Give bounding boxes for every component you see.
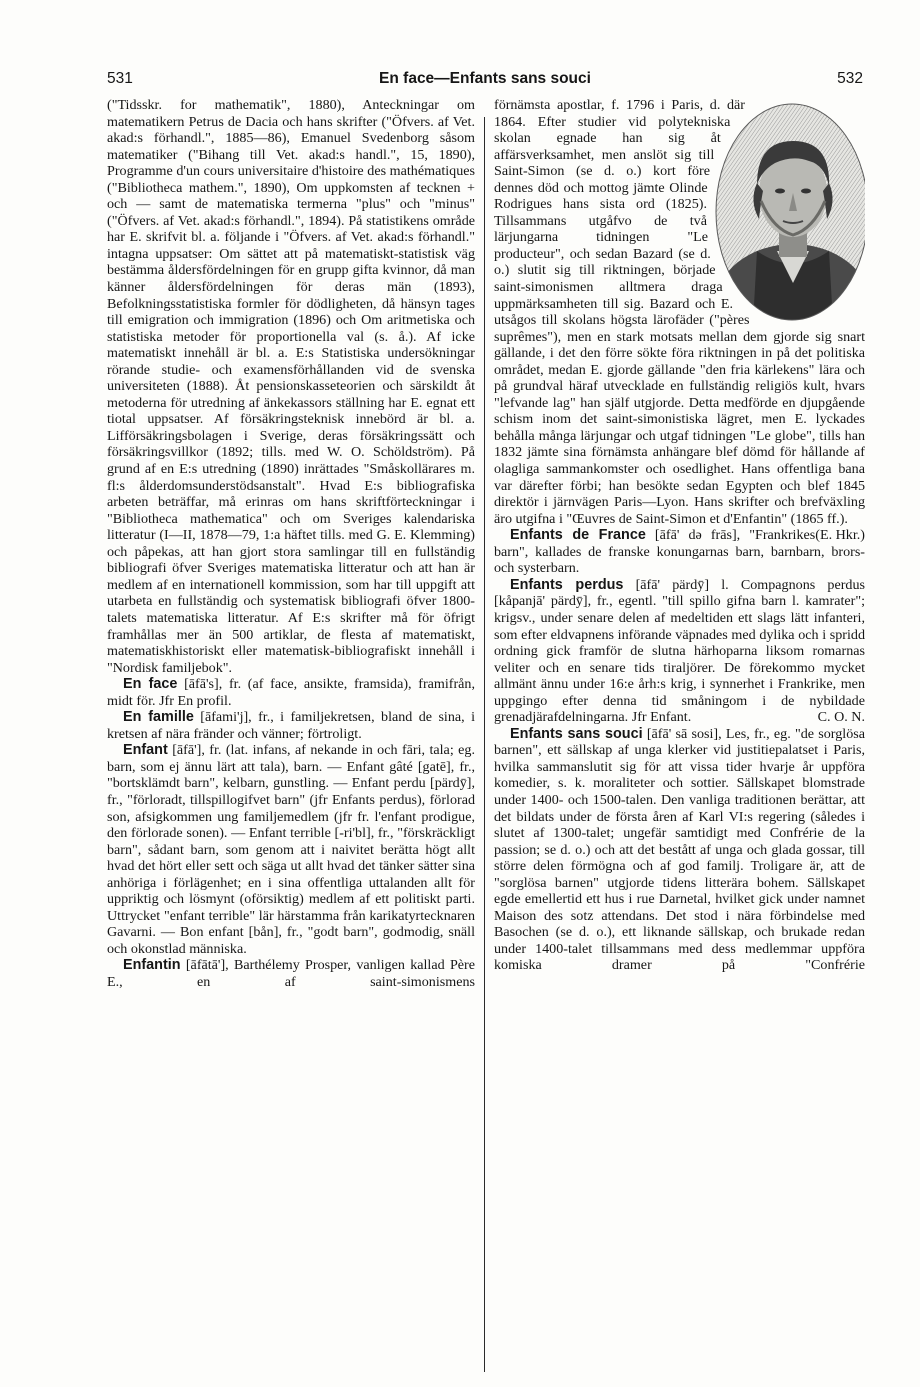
headword: En face <box>123 676 178 693</box>
right-column <box>494 97 865 1367</box>
left-column <box>107 97 475 1367</box>
entry-enfants-perdus <box>494 577 865 726</box>
entry-text: [āfātā'], Barthélemy Prosper, vanligen kallad Père E., en af saint-simonismens <box>107 957 475 990</box>
entry-en-face <box>107 676 475 709</box>
entry-enfantin <box>107 957 475 990</box>
running-head: En face—Enfants sans souci <box>379 70 591 87</box>
page-number-left: 531 <box>107 70 133 87</box>
entry-en-famille <box>107 709 475 742</box>
headword: Enfant <box>123 742 168 759</box>
entry-text: [āfā' pärdȳ] l. Compagnons perdus [kåpanjā' pärdȳ], fr., egentl. "till spillo gifna barn l. kamrater"; krigsv., under senare delen af medeltiden ett slags lätt infanteri, som efter eldvapnens införande väpnades med dylika och i spridd ordning gick framför de slutna härhoparna liksom romarnas veliter och en senare tids tiraljörer. De förekommo mycket allmänt ännu under 16:e årh:s krig, i synnerhet i Frankrike, men uppgingo efter denna tid småningom i de nybildade grenadjärafdelningarna. Jfr Enfant. <box>494 576 865 726</box>
portrait-image <box>713 101 865 323</box>
headword: Enfantin <box>123 957 181 974</box>
entry-text: [āfā'], fr. (lat. infans, af nekande in och fāri, tala; eg. barn, som ej ännu lärt att tala), barn. — Enfant gâté [gatē], fr., "bortsklämdt barn", kelbarn, gunstling. — Enfant perdu [pärdȳ], fr., "förloradt, tillspillogifvet barn" (jfr Enfants perdus), förlorad son, afsigkommen ung familjemedlem (jfr fr. l'enfant prodigue, den förlorade sonen). — Enfant terrible [-ri'bl], fr., "förskräckligt barn", sådant barn, som genom att i naivitet berätta högt allt hvad det hört eller sett och säga ut allt hvad det tänker sätter sina anhöriga i förlägenhet; en i sina offentliga uttalanden allt för uppriktig och lösmynt (oförsiktig) medlem af ett politiskt parti. Uttrycket "enfant terrible" lär härstamma från karikatyrtecknaren Gavarni. — Bon enfant [bån], fr., "godt barn", godmodig, snäll och okonstlad människa. <box>107 742 475 957</box>
entry-text: [āfami'j], fr., i familjekretsen, bland de sina, i kretsen af nära fränder och vänner; förtroligt. <box>107 709 475 742</box>
page-number-right: 532 <box>837 70 863 87</box>
headword: Enfants sans souci <box>510 725 643 742</box>
author-signature: C. O. N. <box>817 709 865 726</box>
column-divider <box>484 117 485 1372</box>
author-signature: (E. Hkr.) <box>815 527 865 544</box>
paragraph-eneström-continued: ("Tidsskr. for mathematik", 1880), Anteckningar om matematikern Petrus de Dacia och hans skrifter ("Öfvers. af Vet. akad:s förhandl.", 1885—86), Emanuel Svedenborg såsom matematiker ("Bihang till Vet. akad:s handl.", 15, 1890), Programme d'un cours universitaire d'histoire des mathématiques ("Bibliotheca mathem.", 1890), Om uppkomsten af tecknen + och — samt de matematiska termerna "plus" och "minus" ("Öfvers. af Vet. akad:s förhandl.", 1894). På statistikens område har E. skrifvit bl. a. följande i "Öfvers. af Vet. akad:s förhandl." intagna uppsatser: Om sättet att på matematiskt-statistisk väg bestämma åldersfördelningen för en grupp gifta kvinnor, då man känner åldersfördelningen för deras män (1893), Befolkningsstatistiska formler för dödligheten, då hänsyn tages till emigration och immigration (1896) och Om aritmetiska och statistiska metoder för proportionella val (s. å.). Af icke matematiskt innehåll är bl. a. E:s Statistiska undersökningar rörande studie- och examensförhållanden vid de svenska universiteten (1888). Åt pensionskasseteorien och särskildt åt metoderna för utredning af änkekassors ställning har E. egnat ett tiotal uppsatser. Af försäkringsteknisk innebörd är bl. a. Lifförsäkringsbolagen i Sverige, deras försäkringssätt och försäkringsvillkor (1892; tills. med W. O. Schöldström). På grund af en E:s utredning (1890) inrättades "Småskollärares m. fl:s ålderdomsunderstödsanstalt". Hvad E:s bibliografiska arbeten beträffar, må erinras om hans skriftförteckningar i "Bibliotheca mathematica" och om Sveriges kalendariska litteratur (I—II, 1878—79, 1:a häftet tills. med G. E. Klemming) och påpekas, att han gjort stora samlingar till en fullständig bibliografi öfver Sveriges matematiska litteratur och att han är medlem af en internationell kommission, som har till uppgift att utarbeta en fullständig och systematisk bibliografi öfver 1800-talets matematiska litteratur. Af E:s skrifter må för öfrigt framhållas mer än 500 artiklar, de flesta af matematiskt, matematiskhistoriskt eller matematisk-bibliografiskt innehåll i "Nordisk familjebok". <box>107 97 475 676</box>
headword: Enfants perdus <box>510 576 624 593</box>
entry-text: [āfā's], fr. (af face, ansikte, framsida), framifrån, midt för. Jfr En profil. <box>107 676 475 709</box>
entry-text: [āfā' sā sosi], Les, fr., eg. "de sorglösa barnen", ett sällskap af unga klerker vid justitiepalatset i Paris, hvilka sammanslutit sig för att vissa tider hvarje år uppföra komedier, s. k. moraliteter och sottier. Sällskapet blomstrade under 1400- och 1500-talen. Den vanliga traditionen berättar, att det bildats under de första åren af Karl VI:s regering (således i slutet af 1300-talet; ungefär samtidigt med Confrérie de la passion; se d. o.) och att det bestått af unga och glada gossar, till större delen förmögna och af god familj. Troligare är, att de "sorglösa barnen" utgjorde tidens litterära bohem. Sällskapet egde emellertid ett hus i rue Darnetal, hvilket gick under namnet Maison des sotz attendans. Det stod i nära förbindelse med Basochen (se d. o.), ett liknande sällskap, och brukade redan under 1400-talet tillsammans med dess medlemmar uppföra komiska dramer på "Confrérie <box>494 725 865 974</box>
page-header <box>107 70 863 92</box>
entry-text: förnämsta apostlar, f. 1796 i Paris, d. där 1864. Efter studier vid polytekniska skolan egnade han sig åt affärsverksamhet, men anslöt sig till Saint-Simon (se d. o.) kort före dennes död och mottog jämte Olinde Rodrigues hans sista ord (1825). Tillsammans utgåfvo de två lärjungarna tidningen "Le producteur", och sedan Bazard (se d. o.) slutit sig till riktningen, började saint-simonismen alltmera draga uppmärksamheten till sig. Bazard och E. utsågos till skolans högsta lärofäder ("pères suprêmes"), men en stark motsats mellan dem gjorde sig snart gällande, i det den förre sökte föra riktningen in på det politiska området, medan E. gjorde gällande "den fria kärlekens" lära och på grundval häraf utvecklade en fullständig religiös kult, hvars "lefvande lag" han själf utgjorde. Detta medförde en djupgående schism inom det saint-simonistiska lägret, men E. lyckades behålla många lärjungar och utgaf tidningen "Le globe", tills han 1832 jämte sina förnämsta anhängare blef dömd för hållande af olagliga sammankomster och osedlighet. Hans offentliga bana var därefter förbi; han besökte sedan Egypten och blef 1845 direktör i järnvägen Paris—Lyon. Hans skrifter och brefväxling äro utgifna i "Œuvres de Saint-Simon et d'Enfantin" (1865 ff.). <box>494 97 865 527</box>
headword: Enfants de France <box>510 527 646 544</box>
portrait-illustration <box>713 101 865 323</box>
entry-text: [āfā' də frās], "Frankrikes barn", kallades de franske konungarnas barn, barnbarn, brors- och systerbarn. <box>494 527 865 577</box>
entry-enfants-de-france <box>494 527 865 577</box>
entry-enfants-sans-souci <box>494 726 865 974</box>
headword: En famille <box>123 709 194 726</box>
entry-enfant <box>107 742 475 957</box>
